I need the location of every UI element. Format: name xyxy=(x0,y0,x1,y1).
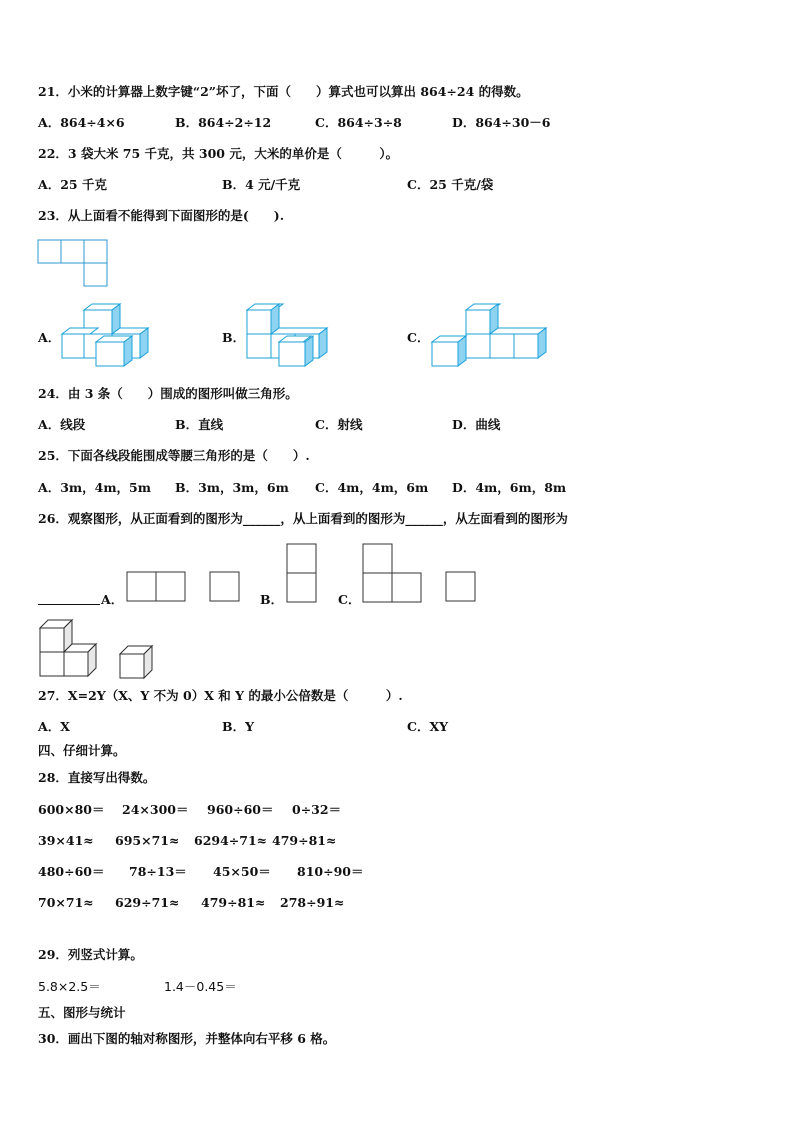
calc-item[interactable]: 810÷90＝ xyxy=(297,864,364,879)
q21-option-c[interactable]: C．864÷3÷8 xyxy=(315,115,402,130)
q24-option-c[interactable]: C．射线 xyxy=(315,417,363,432)
q29-expression-1[interactable]: 5.8×2.5＝ xyxy=(38,979,101,994)
q24-option-b[interactable]: B．直线 xyxy=(175,417,224,432)
q26-option-c[interactable]: C． xyxy=(338,592,361,607)
q25-option-d[interactable]: D．4m，6m，8m xyxy=(452,480,567,495)
q23-option-a-figure[interactable] xyxy=(60,302,152,368)
q26-option-a-figure[interactable] xyxy=(126,571,188,603)
q23-option-c-figure[interactable] xyxy=(430,302,550,368)
section-5-heading: 五、图形与统计 xyxy=(38,1005,126,1020)
calc-item[interactable]: 480÷60＝ xyxy=(38,864,105,879)
calc-item[interactable]: 45×50＝ xyxy=(213,864,271,879)
q24-option-d[interactable]: D．曲线 xyxy=(452,417,501,432)
q22-stem: 22．3 袋大米 75 千克，共 300 元，大米的单价是（ ）。 xyxy=(38,146,399,161)
q26-single-cube-figure xyxy=(118,644,158,680)
q27-stem: 27．X=2Y（X、Y 不为 0）X 和 Y 的最小公倍数是（ ）. xyxy=(38,688,403,703)
q23-option-a[interactable]: A． xyxy=(38,330,61,345)
q27-option-a[interactable]: A．X xyxy=(38,719,70,734)
q21-option-b[interactable]: B．864÷2÷12 xyxy=(175,115,272,130)
q30-stem: 30．画出下图的轴对称图形，并整体向右平移 6 格。 xyxy=(38,1031,336,1046)
q25-stem: 25．下面各线段能围成等腰三角形的是（ ）. xyxy=(38,448,310,463)
q29-stem: 29．列竖式计算。 xyxy=(38,947,143,962)
q25-option-c[interactable]: C．4m，4m，6m xyxy=(315,480,429,495)
q23-option-b-figure[interactable] xyxy=(245,302,333,368)
q23-stem: 23．从上面看不能得到下面图形的是( ). xyxy=(38,208,285,223)
q23-top-view-figure xyxy=(37,239,109,287)
calc-item[interactable]: 479÷81≈ xyxy=(272,833,337,848)
q26-answer-blank[interactable] xyxy=(38,590,100,605)
calc-item[interactable]: 278÷91≈ xyxy=(280,895,345,910)
calc-item[interactable]: 960÷60＝ xyxy=(207,802,274,817)
q24-option-a[interactable]: A．线段 xyxy=(38,417,86,432)
q28-stem: 28．直接写出得数。 xyxy=(38,770,156,785)
q26-solid-figure xyxy=(38,618,104,680)
calc-item[interactable]: 70×71≈ xyxy=(38,895,94,910)
q25-option-a[interactable]: A．3m，4m，5m xyxy=(38,480,151,495)
q27-option-b[interactable]: B．Y xyxy=(222,719,254,734)
q21-stem: 21．小米的计算器上数字键“2”坏了，下面（ ）算式也可以算出 864÷24 的得数。 xyxy=(38,84,529,99)
q29-expression-2[interactable]: 1.4－0.45＝ xyxy=(164,979,237,994)
calc-item[interactable]: 0÷32＝ xyxy=(292,802,342,817)
q22-option-a[interactable]: A．25 千克 xyxy=(38,177,107,192)
q21-option-d[interactable]: D．864÷30－6 xyxy=(452,115,551,130)
q26-option-c-figure[interactable] xyxy=(362,543,424,605)
calc-item[interactable]: 6294÷71≈ xyxy=(194,833,268,848)
q22-option-b[interactable]: B．4 元/千克 xyxy=(222,177,301,192)
section-4-heading: 四、仔细计算。 xyxy=(38,743,126,758)
calc-item[interactable]: 39×41≈ xyxy=(38,833,94,848)
q21-option-a[interactable]: A．864÷4×6 xyxy=(38,115,125,130)
q22-option-c[interactable]: C．25 千克/袋 xyxy=(407,177,494,192)
q25-option-b[interactable]: B．3m，3m，6m xyxy=(175,480,289,495)
q26-option-a[interactable]: A． xyxy=(101,592,124,607)
q26-option-b-figure[interactable] xyxy=(286,543,318,605)
q26-option-c-extra-figure[interactable] xyxy=(445,571,477,603)
q27-option-c[interactable]: C．XY xyxy=(407,719,449,734)
q23-option-c[interactable]: C． xyxy=(407,330,430,345)
q24-stem: 24．由 3 条（ ）围成的图形叫做三角形。 xyxy=(38,386,298,401)
calc-item[interactable]: 600×80＝ xyxy=(38,802,105,817)
calc-item[interactable]: 479÷81≈ xyxy=(201,895,266,910)
q26-option-b[interactable]: B． xyxy=(260,592,284,607)
q23-option-b[interactable]: B． xyxy=(222,330,246,345)
calc-item[interactable]: 695×71≈ xyxy=(115,833,180,848)
q26-option-a-extra-figure[interactable] xyxy=(209,571,241,603)
calc-item[interactable]: 629÷71≈ xyxy=(115,895,180,910)
calc-item[interactable]: 24×300＝ xyxy=(122,802,189,817)
calc-item[interactable]: 78÷13＝ xyxy=(129,864,187,879)
q26-stem: 26．观察图形，从正面看到的图形为______，从上面看到的图形为______，从左面看到的图形为 xyxy=(38,511,568,526)
